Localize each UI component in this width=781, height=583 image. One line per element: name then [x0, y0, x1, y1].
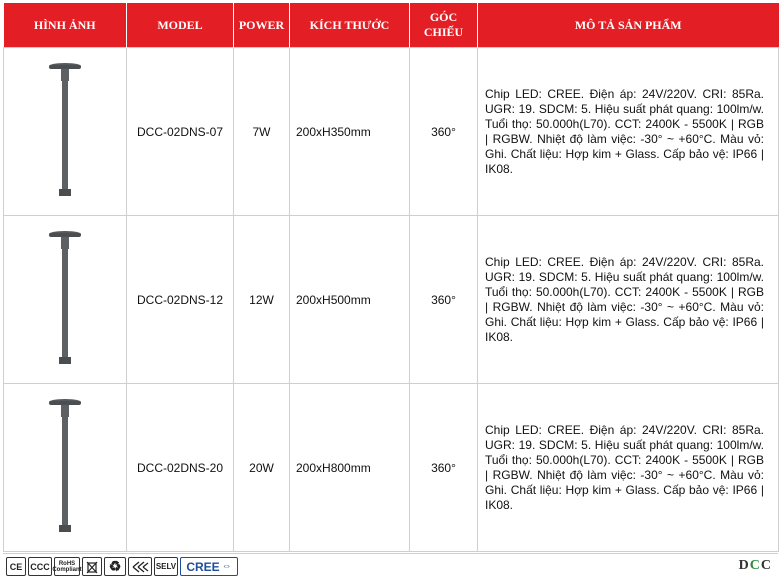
product-image-cell — [4, 216, 127, 384]
power-cell: 7W — [234, 48, 290, 216]
size-cell: 200xH500mm — [290, 216, 410, 384]
model-cell: DCC-02DNS-12 — [127, 216, 234, 384]
description-cell: Chip LED: CREE. Điện áp: 24V/220V. CRI: 85Ra. UGR: 19. SDCM: 5. Hiệu suất phát quang: 100lm/w. Tuổi thọ: 50.000h(L70). CCT: 2400K - 5500K | RGB | RGBW. Nhiệt độ làm việc: -30° ~ +60°C. Màu vỏ: Ghi. Chất liệu: Hợp kim + Glass. Cấp bảo vệ: IP66 | IK08. — [478, 48, 779, 216]
product-image-cell — [4, 48, 127, 216]
bollard-lamp-image — [43, 396, 87, 536]
product-spec-sheet — [3, 3, 778, 552]
size-cell: 200xH800mm — [290, 384, 410, 552]
bollard-lamp-image — [43, 228, 87, 368]
description-cell: Chip LED: CREE. Điện áp: 24V/220V. CRI: 85Ra. UGR: 19. SDCM: 5. Hiệu suất phát quang: 100lm/w. Tuổi thọ: 50.000h(L70). CCT: 2400K - 5500K | RGB | RGBW. Nhiệt độ làm việc: -30° ~ +60°C. Màu vỏ: Ghi. Chất liệu: Hợp kim + Glass. Cấp bảo vệ: IP66 | IK08. — [478, 216, 779, 384]
weee-bin-icon — [82, 557, 102, 576]
angle-cell: 360° — [410, 216, 478, 384]
dcc-brand-logo — [739, 558, 772, 574]
size-cell: 200xH350mm — [290, 48, 410, 216]
cree-arrows-icon: ⇔ — [221, 561, 232, 572]
table-row — [4, 48, 779, 216]
bollard-lamp-image — [43, 60, 87, 200]
brand-letter-c-green: C — [749, 558, 761, 573]
certification-footer — [3, 553, 778, 580]
model-cell: DCC-02DNS-20 — [127, 384, 234, 552]
cree-logo-icon — [180, 557, 238, 576]
header-angle: GÓC CHIẾU — [410, 3, 478, 48]
brand-letter-d: D — [738, 558, 750, 573]
product-image-cell — [4, 384, 127, 552]
eac-mark-icon — [128, 557, 152, 576]
header-image: HÌNH ẢNH — [4, 3, 127, 48]
rohs-mark-icon: RoHS Compliant — [54, 557, 80, 576]
certification-logos — [6, 557, 238, 576]
ccc-mark-icon: CCC — [28, 557, 52, 576]
angle-cell: 360° — [410, 48, 478, 216]
recycle-icon: ♻ — [104, 557, 126, 576]
description-cell: Chip LED: CREE. Điện áp: 24V/220V. CRI: 85Ra. UGR: 19. SDCM: 5. Hiệu suất phát quang: 100lm/w. Tuổi thọ: 50.000h(L70). CCT: 2400K - 5500K | RGB | RGBW. Nhiệt độ làm việc: -30° ~ +60°C. Màu vỏ: Ghi. Chất liệu: Hợp kim + Glass. Cấp bảo vệ: IP66 | IK08. — [478, 384, 779, 552]
header-size: KÍCH THƯỚC — [290, 3, 410, 48]
selv-mark-icon: SELV — [154, 557, 178, 576]
model-cell: DCC-02DNS-07 — [127, 48, 234, 216]
ce-mark-icon: CE — [6, 557, 26, 576]
cree-logo-text: CREE — [186, 559, 220, 574]
angle-cell: 360° — [410, 384, 478, 552]
brand-letter-c: C — [760, 558, 772, 573]
table-row — [4, 384, 779, 552]
product-table — [3, 3, 779, 552]
power-cell: 12W — [234, 216, 290, 384]
header-power: POWER — [234, 3, 290, 48]
header-description: MÔ TẢ SẢN PHẨM — [478, 3, 779, 48]
table-row — [4, 216, 779, 384]
power-cell: 20W — [234, 384, 290, 552]
table-header-row — [4, 3, 779, 48]
header-model: MODEL — [127, 3, 234, 48]
